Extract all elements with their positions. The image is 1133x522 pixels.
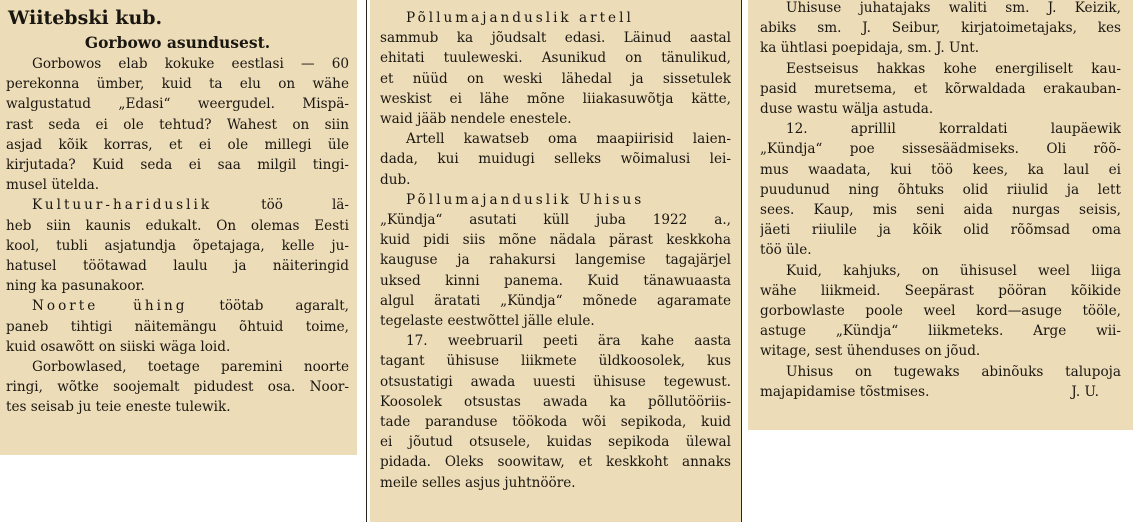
text-line: uksed kinni panema. Kuid tänawuaasta bbox=[380, 272, 731, 289]
text-line bbox=[380, 8, 731, 28]
text-line: dada, kui muidugi selleks wõimalusi lei- bbox=[380, 151, 731, 168]
lead-word: Kultuur-hariduslik bbox=[32, 197, 213, 214]
text-line: kuid osawõtt on siiski wäga loid. bbox=[6, 338, 231, 355]
text-line: Noorte ühing töötab agaralt, bbox=[32, 298, 349, 315]
lead-word: Põllumajanduslik Uhisus bbox=[406, 191, 645, 208]
closing-text: majapidamise tõstmises. bbox=[760, 383, 930, 400]
text-line: Gorbowlased, toetage paremini noorte bbox=[32, 359, 349, 376]
article-title: Gorbowo asundusest. bbox=[84, 33, 271, 52]
text-line: pasid muretsema, et kõrwaldada erakauban- bbox=[760, 80, 1121, 97]
text-line: kirjutada? Kuid seda ei saa milgil tingi- bbox=[6, 157, 349, 174]
text-line: walgustatud „Edasi“ weergudel. Mispä- bbox=[6, 96, 349, 113]
text-line: Kultuur-hariduslik töö lä- bbox=[32, 197, 349, 214]
text-line: Uhisus on tugewaks abinõuks talupoja bbox=[786, 363, 1121, 380]
text-line: 12. aprillil korraldati laupäewik bbox=[786, 121, 1121, 138]
lead-word: Noorte ühing bbox=[32, 298, 188, 315]
text-line: mus waadata, kui töö kees, ka laul ei bbox=[760, 161, 1121, 178]
text-line: jäeti riiulile ja kõik olid rõõmsad oma bbox=[760, 222, 1121, 239]
column-divider bbox=[741, 0, 742, 522]
signature-line bbox=[760, 382, 1121, 402]
text-line: tagant ühisuse liikmete üldkoosolek, kus bbox=[380, 353, 731, 370]
text-line: perekonna ümber, kuid ta elu on wähe bbox=[6, 76, 349, 93]
text-line: töö üle. bbox=[760, 242, 812, 259]
text-line: ringi, wõtke soojemalt pidudest osa. Noor- bbox=[6, 379, 349, 396]
text-line: kool, tubli asjatundja õpetajaga, kelle ju- bbox=[6, 237, 349, 254]
text-line: „Kündja“ poe sissesäädmiseks. Oli rõõ- bbox=[760, 141, 1121, 158]
column-divider bbox=[366, 0, 367, 522]
text-line: ei jõutud otsusele, kuidas sepikoda ülewal bbox=[380, 434, 731, 451]
text-line: astuge „Kündja“ liikmeteks. Arge wii- bbox=[760, 323, 1121, 340]
text-line: puudunud ning õhtuks olid riiulid ja lett bbox=[760, 181, 1121, 198]
column-1 bbox=[0, 0, 357, 455]
text-line: asjad kõik korras, et ei ole millegi üle bbox=[6, 136, 349, 153]
text-line: paneb tihtigi näitemängu õhtuid toime, bbox=[6, 318, 349, 335]
text-line: duse wastu wälja astuda. bbox=[760, 101, 934, 118]
text-line: Uhisuse juhatajaks waliti sm. J. Keizik, bbox=[786, 0, 1121, 16]
text-line: Koosolek otsustas awada ka põllutööriis- bbox=[380, 393, 731, 410]
text-line: ehitati tuuleweski. Asunikud on tänulikud, bbox=[380, 50, 731, 67]
text-line: „Kündja“ asutati küll juba 1922 a., bbox=[380, 212, 731, 229]
text-line: et nüüd on weski lähedal ja sissetulek bbox=[380, 70, 731, 87]
text-line: Gorbowos elab kokuke eestlasi — 60 bbox=[32, 56, 349, 72]
text-line: otsustatigi awada uuesti ühisuse tegewust. bbox=[380, 373, 731, 390]
text-line: rast seda ei ole tehtud? Wahest on siin bbox=[6, 116, 349, 133]
text-line: 17. weebruaril peeti ära kahe aasta bbox=[406, 333, 731, 350]
text-line: sammub ka jõudsalt edasi. Läinud aastal bbox=[380, 30, 731, 47]
text-line: musel ütelda. bbox=[6, 177, 100, 194]
column-3 bbox=[748, 0, 1133, 430]
text-line: sees. Kaup, mis seni aida nurgas seisis, bbox=[760, 202, 1121, 219]
text-line: tegelaste eestwõttel jälle elule. bbox=[380, 313, 595, 330]
text-line: algul äratati „Kündja“ mõnede agaramate bbox=[380, 292, 731, 309]
text-line: kauguse ja rahakursi langemise tagajärjel bbox=[380, 252, 731, 269]
text-line: meile selles asjus juhtnööre. bbox=[380, 474, 576, 491]
text-line: hatusel töötawad laulu ja näiteringid bbox=[6, 258, 349, 275]
text-line: weskist ei lähe mõne liiakasuwõtja kätte, bbox=[380, 90, 731, 107]
column-2 bbox=[370, 0, 741, 522]
text-line bbox=[380, 190, 731, 210]
text-line: abiks sm. J. Seibur, kirjatoimetajaks, kes bbox=[760, 20, 1121, 37]
lead-word: Põllumajanduslik artell bbox=[406, 10, 634, 26]
text-line: tes seisab ju teie eneste tulewik. bbox=[6, 399, 231, 416]
text-line: kuid pidi siis mõne nädala pärast keskkoha bbox=[380, 232, 731, 249]
text-line: gorbowlaste poole weel kord—asuge tööle, bbox=[760, 303, 1121, 320]
text-line: heb siin kaunis edukalt. On olemas Eesti bbox=[6, 217, 349, 234]
text-line: ka ühtlasi poepidaja, sm. J. Unt. bbox=[760, 40, 980, 57]
text-line: Kuid, kahjuks, on ühisusel weel liiga bbox=[786, 262, 1121, 279]
text-line: pidada. Oleks soowitaw, et keskkoht annaks bbox=[380, 454, 731, 471]
text-line: Artell kawatseb oma maapiirisid laien- bbox=[406, 131, 731, 148]
author-signature: J. U. bbox=[1071, 383, 1099, 400]
text-line: dub. bbox=[380, 171, 411, 188]
text-line: waid jääb nendele enestele. bbox=[380, 111, 572, 128]
text-line: tade paranduse töökoda wõi sepikoda, kuid bbox=[380, 414, 731, 431]
text-line: Eestseisus hakkas kohe energiliselt kau- bbox=[786, 60, 1121, 77]
text-line: ning ka pasunakoor. bbox=[6, 278, 145, 295]
section-title: Wiitebski kub. bbox=[8, 7, 163, 29]
text-line: wähe liikmeid. Seepärast pööran kõikide bbox=[760, 282, 1121, 299]
text-line: witage, sest ühenduses on jõud. bbox=[760, 343, 981, 360]
